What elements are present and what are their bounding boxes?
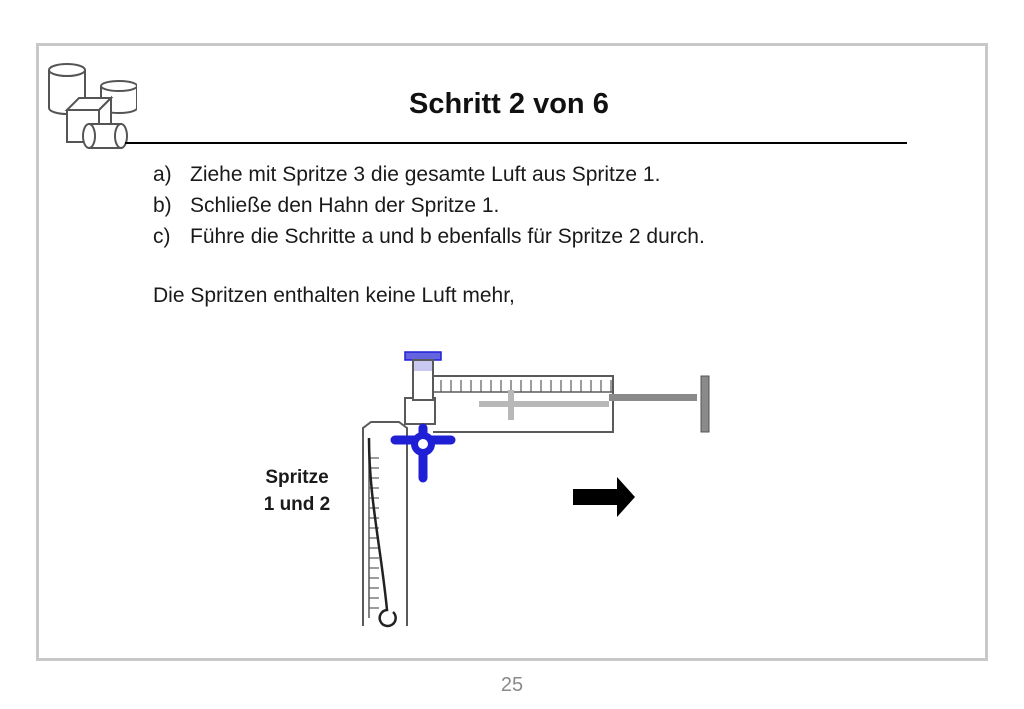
step-marker: a) [153,163,172,186]
page-title: Schritt 2 von 6 [409,88,609,120]
step-list [153,159,705,252]
step-item [153,221,705,252]
step-text: Ziehe mit Spritze 3 die gesamte Luft aus Spritze 1. [190,163,661,186]
step-text: Führe die Schritte a und b ebenfalls für Spritze 2 durch. [190,225,705,248]
step-marker: b) [153,194,172,217]
page-number: 25 [500,674,524,696]
vertical-syringe-icon [363,422,407,626]
syringe-label-line1: Spritze [265,467,329,488]
syringe-label-line2: 1 und 2 [263,494,331,515]
step-marker: c) [153,225,171,248]
syringe-diagram [329,348,719,628]
slide [36,43,988,661]
step-item [153,190,705,221]
valve-icon [395,352,451,478]
title-divider [125,142,907,144]
logo-icon [45,54,137,150]
horizontal-syringe-icon [433,376,709,432]
note-text: Die Spritzen enthalten keine Luft mehr, [153,284,515,307]
step-text: Schließe den Hahn der Spritze 1. [190,194,500,217]
step-item [153,159,705,190]
right-arrow-icon [573,477,635,517]
syringe-label [249,464,345,518]
